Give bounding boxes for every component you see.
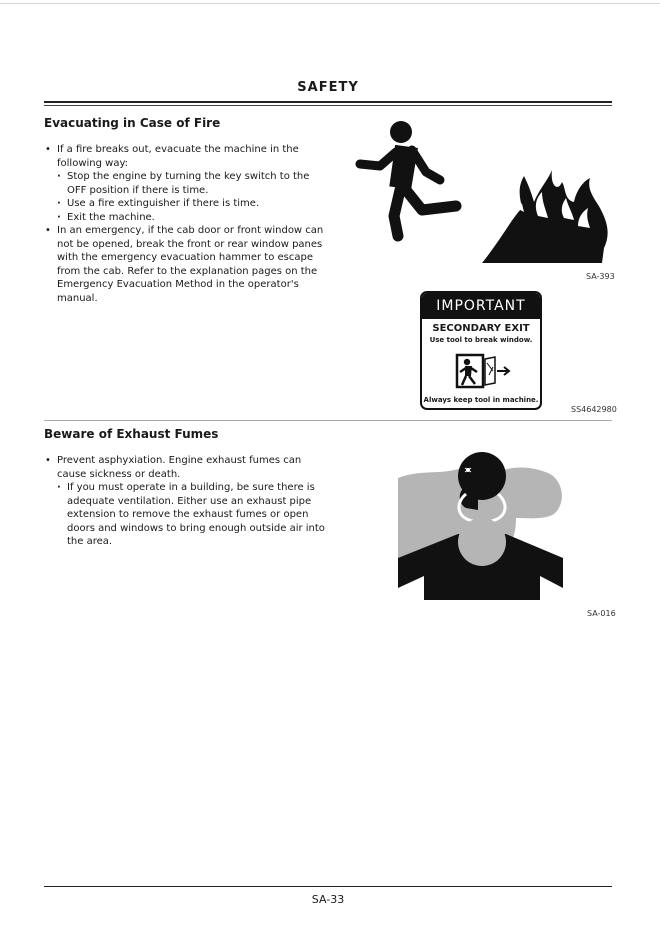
label-instruction-bold: to break [464,336,498,344]
fire-section-heading: Evacuating in Case of Fire [44,116,221,130]
fire-bullet-2: • In an emergency, if the cab door or front window can not be opened, break the front or rear window panes with the emergency evacuation hammer to escape from the cab. Refer to the explanation pages on the Emergency Evacuation Method in the operator's manual. [44,224,329,305]
label-instruction-prefix: Use tool [429,336,465,344]
section-divider [44,420,612,421]
label-title: SECONDARY EXIT [432,323,530,334]
exit-window-icon [455,353,511,389]
exhaust-figure-caption: SA-016 [587,609,616,618]
fire-bullet-1: • If a fire breaks out, evacuate the machine in the following way: [44,143,329,170]
label-footer: Always keep tool in machine. [423,396,539,404]
exhaust-fumes-illustration [398,448,566,600]
header-rule-thin [44,105,612,106]
page-top-border [0,3,660,4]
label-figure-caption: SS4642980 [571,405,617,414]
label-header: IMPORTANT [422,293,540,319]
fire-sub-item: · Exit the machine. [44,211,329,225]
page-title: SAFETY [297,80,359,95]
fire-section-text [44,143,329,305]
exhaust-section-text [44,454,329,549]
exhaust-sub-item: · If you must operate in a building, be sure there is adequate ventilation. Either use an exhaust pipe extension to remove the exhaust fumes or open doors and windows to bring enough outside air into the area. [44,481,329,549]
secondary-exit-label [420,291,542,410]
fire-sub-item: · Use a fire extinguisher if there is time. [44,197,329,211]
exhaust-bullet-1: • Prevent asphyxiation. Engine exhaust fumes can cause sickness or death. [44,454,329,481]
exhaust-section-heading: Beware of Exhaust Fumes [44,427,219,441]
fire-figure-caption: SA-393 [586,272,615,281]
label-instruction [422,336,540,344]
fire-sub-item: · Stop the engine by turning the key switch to the OFF position if there is time. [44,170,329,197]
page-number: SA-33 [311,893,345,906]
flames-icon [482,170,608,263]
running-person-icon [360,121,456,236]
label-instruction-suffix: window. [497,336,533,344]
running-person-fire-illustration [352,118,612,268]
footer-rule [44,886,612,887]
header-rule [44,101,612,103]
